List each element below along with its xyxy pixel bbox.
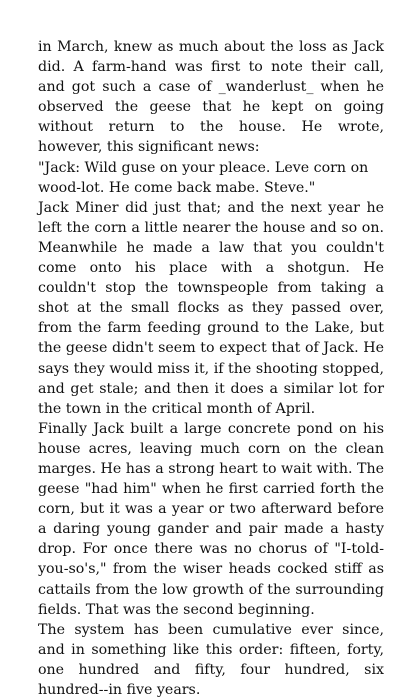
paragraph-4: Finally Jack built a large concrete pond on his house acres, leaving much corn on the clean marges. He has a strong heart to wait with. The geese "had him" when he first carried forth the corn, but it was a year or two afterward before a daring young gander and pair made a hasty drop. For once there was no chorus of "I-told-you-so's," from the wiser heads cocked stiff as cattails from the low growth of the surrounding fields. That was the second beginning. [38, 420, 384, 618]
document-page [38, 37, 384, 700]
paragraph-3: Jack Miner did just that; and the next year he left the corn a little nearer the house and so on. Meanwhile he made a law that you couldn't come onto his place with a shotgun. He couldn't stop the townspeople from taking a shot at the small flocks as they passed over, from the farm feeding ground to the Lake, but the geese didn't seem to expect that of Jack. He says they would miss it, if the shooting stopped, and get stale; and then it does a similar lot for the town in the critical month of April. [38, 199, 384, 417]
paragraph-1: in March, knew as much about the loss as Jack did. A farm-hand was first to note their call, and got such a case of _wanderlust_ when he observed the geese that he kept on going without return to the house. He wrote, however, this significant news: [38, 39, 384, 156]
paragraph-2-quote: "Jack: Wild guse on your pleace. Leve corn on wood-lot. He come back mabe. Steve." [38, 159, 369, 196]
paragraph-5: The system has been cumulative ever since, and in something like this order: fifteen, forty, one hundred and fifty, four hundred, six hundred--in five years. [38, 621, 384, 698]
